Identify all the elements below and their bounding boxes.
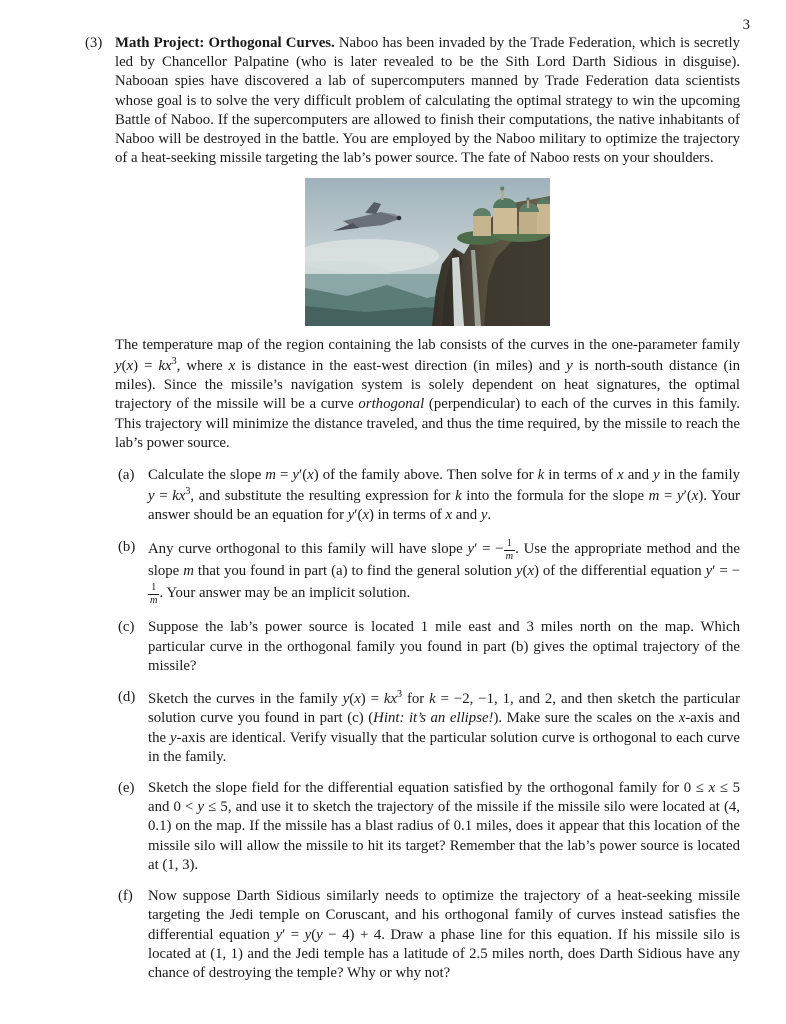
part-b-label: (b): [118, 538, 136, 555]
part-e-label: (e): [118, 780, 135, 797]
part-d-text: Sketch the curves in the family $y(x) = kx^3$ for k = −2, −1, 1, and 2, and then sketch the particular solution curve you found in part (c) (Hint: it’s an ellipse!). Make sure the scales on the x-axis and the y-axis are identical. Verify visually that the particular solution curve is orthogonal to each curve in the family.: [148, 689, 741, 765]
part-f-text: Now suppose Darth Sidious similarly needs to optimize the trajectory of a heat-seeking missile targeting the Jedi temple on Coruscant, and his orthogonal family of curves instead satisfies the differential equation y′ = y(y − 4) + 4. Draw a phase line for this equation. If his missile silo is located at (1, 1) and the Jedi temple has a latitude of 2.5 miles north, does Darth Sidious have any chance of destroying the temple? Why or why not?: [148, 888, 741, 982]
part-e-text: Sketch the slope field for the differential equation satisfied by the orthogonal family for 0 ≤ x ≤ 5 and 0 < y ≤ 5, and use it to sketch the trajectory of the missile if the missile silo were located at (4, 0.1) on the map. If the missile has a blast radius of 0.1 miles, does it appear that this location of the missile silo will allow the missile to hit its target? Remember that the lab’s power source is located at (1, 3).: [148, 780, 741, 873]
naboo-scene-illustration: [305, 178, 550, 326]
problem-number-label: (3): [85, 35, 103, 51]
part-b-text: Any curve orthogonal to this family will have slope y′ = − $\frac{1}{m}$ . Use the appropriate method and the slope m that you found in part (a) to find the general solution y(x) of the differential equation y′ = − $\frac{1}{m}$ . Your answer may be an implicit solution.: [148, 537, 740, 606]
problem-intro-text: Naboo has been invaded by the Trade Federation, which is secretly led by Chancellor Palpatine (who is later revealed to be the Sith Lord Darth Sidious in disguise). Nabooan spies have discovered a lab of supercomputers manned by Trade Federation data scientists whose goal is to solve the very difficult problem of calculating the optimal strategy to win the upcoming Battle of Naboo. If the supercomputers are allowed to finish their computations, the native inhabitants of Naboo will be destroyed in the battle. You are employed by the Naboo military to optimize the trajectory of a heat-seeking missile targeting the lab’s power source. The fate of Naboo rests on your shoulders.: [115, 35, 740, 167]
part-f: [118, 887, 740, 983]
figure-container: [115, 178, 740, 326]
problem-3: [85, 34, 740, 983]
part-a: [118, 466, 740, 526]
part-d-label: (d): [118, 689, 136, 706]
part-c-label: (c): [118, 619, 135, 636]
part-f-label: (f): [118, 888, 133, 905]
part-a-label: (a): [118, 466, 135, 483]
problem-title: Math Project: Orthogonal Curves.: [115, 35, 335, 51]
page-number: 3: [742, 17, 750, 33]
part-a-text: Calculate the slope m = y′(x) of the family above. Then solve for k in terms of x and y in the family $y = kx^3$, and substitute the resulting expression for k into the formula for the slope m = y′(x). Your answer should be an equation for y′(x) in terms of x and y.: [148, 466, 741, 524]
part-c-text: Suppose the lab’s power source is located 1 mile east and 3 miles north on the map. Which particular curve in the orthogonal family you found in part (b) gives the optimal trajectory of the missile?: [148, 619, 740, 674]
part-b: [118, 538, 740, 607]
problem-parts-list: [118, 466, 740, 983]
problem-body-paragraph: The temperature map of the region containing the lab consists of the curves in the one-parameter family $y(x) = kx^3$, where x is distance in the east-west direction (in miles) and y is north-south distance (in miles). Since the missile’s navigation system is solely dependent on heat signatures, the optimal trajectory of the missile will be a curve orthogonal (perpendicular) to each of the curves in this family. This trajectory will minimize the distance traveled, and thus the time required, by the missile to reach the lab’s power source.: [115, 336, 740, 451]
problem-intro-paragraph: [115, 34, 740, 169]
part-e: [118, 779, 740, 875]
part-d: [118, 688, 740, 767]
part-c: [118, 618, 740, 676]
